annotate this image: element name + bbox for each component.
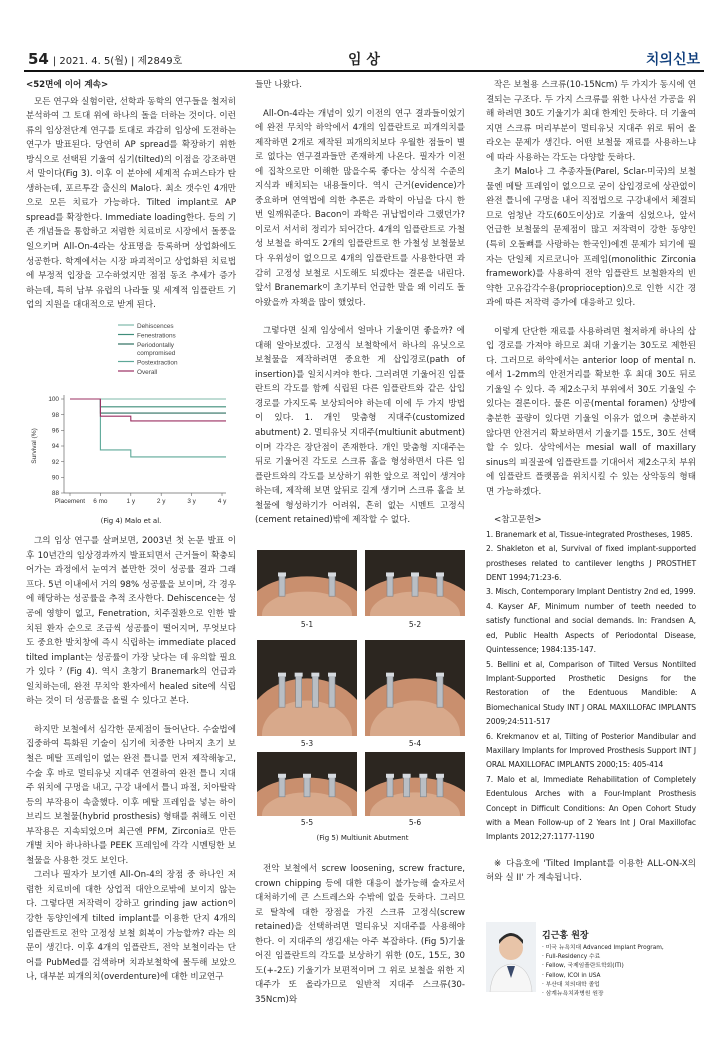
y-tick-label: 92	[51, 458, 59, 466]
column-3	[486, 78, 696, 885]
issue-info: | 2021. 4. 5(월) | 제2849호	[52, 56, 183, 67]
legend-label: compromised	[137, 349, 176, 357]
credential: · Fellow, 국제임플란트학회(ITI)	[542, 962, 664, 971]
paragraph: 초기 Malo나 그 추종자들(Parel, Sclar-미국)의 보철물엔 메탈 프레임이 없으므로 굳이 삽입경로에 상관없이 완전 틀니에 구멍을 내어 직접법으로 구강내에서 체결되므로 엄청난 각도(60도이상)로 기울여 심었으나, 앞서 언급한 보철물의 문제점이 많고 저작력이 강한 동양인(특히 오돌뼈를 사랑하는 한국인)에겐 문제가 되기에 필자는 단일체 지르코니아 프레임(monolithic Zirconia framework)를 사용하여 전악 임플란트 보철환자의 빈약한 고유감각수용(proprioception)으로 인한 시간 경과에 따른 저작력 증가에 대응하고 있다.	[486, 167, 696, 309]
credential: · 부산대 치의대학 졸업	[542, 981, 664, 990]
y-tick-label: 100	[48, 395, 59, 403]
x-tick-label: 6 mo	[93, 497, 108, 505]
section-title: 임 상	[348, 52, 380, 68]
y-tick-label: 96	[51, 427, 59, 435]
x-tick-label: 4 y	[217, 497, 227, 505]
column-2	[255, 78, 465, 528]
paragraph: 그의 임상 연구를 살펴보면, 2003년 첫 논문 발표 이후 10년간의 임상경과까지 발표되면서 근거들이 확충되어가는 과정에서 눈여겨 볼만한 것이 성공률 결과 그래프다. 5년 이내에서 거의 98% 성공률을 보이며, 각 경우에 해당하는 성공률을 추적 조사한다. Dehiscence는 성공에 영향이 없고, Fenetration, 치주질환으로 인한 발치된 환자 순으로 조금씩 성공률이 떨어지며, 무엇보다도 중요한 발치창에 즉시 식립하는 immediate placed tilted implant는 성공률이 가장 낮다는 데 유의할 필요가 있다 ⁷ (Fig 4). 역시 초창기 Branemark의 언급과 일치하는데, 완전 무치악 환자에서 healed site에 식립하는 것이 더 성공률을 올릴 수 있다고 본다.	[26, 536, 236, 707]
photo-5-2	[365, 550, 465, 616]
author-name: 김근홍 원장	[542, 931, 589, 941]
paragraph: 전악 보철에서 screw loosening, screw fracture, crown chipping 등에 대한 대응이 불가능해 술자로서 대처하기에 큰 스트레스와 수밖에 없을 듯하다. 그러므로 탈착에 대한 장점을 가진 스크류 고정식(screw retained)을 선택하려면 멀티유닛 지대주를 사용해야 한다. 이 지대주의 생김새는 아주 복잡하다. (Fig 5)기울어진 임플란트의 각도를 보상하기 위한 (0도, 15도, 30도(+-2도) 기울기가 보편적이며 그 위로 보철을 위한 지대주가 또 올라가므로 일반적 지대주 스크류(30-35Ncm)와	[255, 864, 465, 1005]
credential: · 삼계뉴욕치과병원 원장	[542, 990, 664, 999]
x-tick-label: Placement	[54, 497, 86, 505]
page-header	[24, 48, 704, 72]
legend-label: Fenestrations	[137, 332, 176, 340]
reference-item: 6. Krekmanov et al, Tilting of Posterior Mandibular and Maxillary Implants for Improved Prosthesis Support INT J ORAL MAXILLOFAC IMPLANTS 2000;15: 405-414	[486, 731, 696, 770]
legend-label: Overall	[137, 368, 158, 376]
author-photo	[486, 922, 536, 992]
reference-item: 4. Kayser AF, Minimum number of teeth needed to satisfy functional and social demands. In: Frandsen A, ed, Public Health Aspects of Periodontal Disease, Quintessence; 1984:135-147.	[486, 601, 696, 655]
photo-5-5	[257, 752, 357, 816]
paragraph: All-On-4라는 개념이 있기 이전의 연구 결과들이었기에 완전 무치악 하악에서 4개의 임플란트로 피개의치를 제작하면 2개로 제작된 피개의치보다 우월한 점들이 별로 없다는 연구결과들만 존재하게 나온다. 필자가 이전에 집착으로만 이해한 많을수록 좋다는 상식적 수준의 지식과 배치되는 내용들이다. 역시 근거(evidence)가 중요하며 연역법에 의한 추론은 과학이 아님을 다시 한 번 일깨워준다. Bacon이 과학은 귀납법이라 그랬던가? 이로서 서서히 정리가 되어간다. 4개의 임플란트로 가철성 보철을 하여도 2개의 임플란트로 한 가철성 보철물보다 우위성이 없으므로 4개의 임플란트를 사용한다면 과감히 고정성 보철로 시도해도 되겠다는 결론을 내린다. 앞서 Branemark이 초기부터 언급한 말을 왜 이리도 돌아왔을까 자책을 많이 했었다.	[255, 108, 465, 308]
reference-item: 5. Bellini et al, Comparison of Tilted Versus Nontilted Implant-Supported Prosthetic Designs for the Restoration of the Edentuous Mandible: A Biomechanical Study INT J ORAL MAXILLOFAC IMPLANTS 2009;24:511-517	[486, 659, 696, 727]
newspaper-brand: 치의신보	[645, 52, 700, 68]
photo-5-1	[257, 550, 357, 616]
fig4-caption: (Fig 4) Malo et al.	[100, 516, 162, 525]
survival-chart-svg	[26, 317, 236, 512]
survival-chart	[26, 317, 236, 512]
paragraph: 하지만 보철에서 심각한 문제점이 들어난다. 수술법에 집중하여 특화된 기술이 심기에 치중한 나머지 초기 보철은 메탈 프레임이 없는 완전 틀니를 먼저 제작해놓고, 수술 후 바로 멀티유닛 지대주 연결하여 완전 틀니 지대주 위치에 구멍을 내고, 구강 내에서 틀니 파절, 치아탈락 등의 부작용이 속출했다. 이후 메탈 프레임을 넣는 하이브리드 보철물(hybrid prosthesis) 형태를 취해도 이런 부작용은 지속되었으며 최근엔 PFM, Zirconia로 만든 개별 치아 하나하나를 PEEK 프레임에 각각 시멘팅한 보철물을 사용한 것도 보인다.	[26, 724, 236, 866]
legend-label: Dehiscences	[137, 322, 174, 330]
legend-label: Postextraction	[137, 359, 178, 367]
photo-label: 5-3	[300, 739, 314, 748]
page-number: 54	[28, 50, 49, 68]
paragraph: 작은 보철용 스크류(10-15Ncm) 두 가지가 동시에 연결되는 구조다. 두 가지 스크류를 위한 나사선 가공을 위해 하려면 30도 기울기가 최대 한계인 듯하다. 더 기울여지면 스크류 머리부분이 멀티유닛 지대주 위로 튀어 올라오는 문제가 생긴다. 어떤 보철물 재료를 사용하느냐에 따라 사용하는 각도는 다양할 듯하다.	[486, 80, 696, 163]
photo-label: 5-2	[408, 620, 422, 629]
continued-note: <52면에 이어 계속>	[26, 80, 109, 90]
reference-item: 3. Misch, Contemporary Implant Dentistry 2nd ed, 1999.	[486, 587, 696, 597]
column-1	[26, 78, 236, 985]
series-line-fenestrations	[70, 399, 226, 407]
next-issue-notice: ※ 다음호에 'Tilted Implant를 이용한 ALL-ON-X의 허와 실 II' 가 계속됩니다.	[486, 858, 696, 883]
x-tick-label: 3 y	[187, 497, 196, 505]
paragraph: 이렇게 단단한 재료를 사용하려면 철저하게 하나의 삽입 경로를 가져야 하므로 최대 기울기는 30도로 제한된다. 그러므로 하악에서는 anterior loop of mental n.에서 1-2mm의 안전거리를 확보한 후 최대 30도 뒤로 기울일 수 있다. 즉 제2소구치 부위에서 30도 기울일 수 있다는 결론이다. 물론 이공(mental foramen) 상방에 충분한 골량이 있다면 기울일 이유가 없으며 충분하지 않다면 안전거리 확보하면서 기울기를 15도, 30도 선택할 수 있다. 상악에서는 mesial wall of maxillary sinus의 피질골에 임플란트를 기대어서 제2소구치 부위에 임플란트 플랫폼을 위치시킬 수 있는 상악동의 형태면 가능하겠다.	[486, 326, 696, 497]
y-tick-label: 90	[51, 474, 59, 482]
references-list	[486, 528, 696, 845]
paragraph: 그러나 필자가 보기엔 All-On-4의 장점 중 하나인 저렴한 치료비에 대한 상업적 대안으로밖에 보이지 않는다. 그렇다면 저작력이 강하고 grinding jaw action이 강한 동양인에게 tilted implant를 이용한 단지 4개의 임플란트로 전악 고정성 보철 회복이 가능할까? 라는 의문이 생긴다. 이후 4개의 임플란트, 전악 보철이라는 단어를 PubMed를 검색하며 치과보철학에 몰두해 보았으나, 대부분 피개의치(overdenture)에 대한 비교연구	[26, 870, 236, 983]
photo-5-3	[257, 640, 357, 736]
credential: · 미국 뉴욕치대 Advanced Implant Program,	[542, 944, 664, 953]
photo-label: 5-4	[408, 739, 422, 748]
reference-item: 1. Branemark et al, Tissue-integrated Prostheses, 1985.	[486, 529, 693, 539]
photo-label: 5-5	[300, 818, 314, 827]
reference-item: 7. Malo et al, Immediate Rehabilitation of Completely Edentulous Arches with a Four-Implant Prosthesis Concept in Difficult Conditions: An Open Cohort Study with a Mean Follow-up of 2 Years Int J Oral Maxillofac Implants 2012;27:1177-1190	[486, 774, 696, 842]
photo-label: 5-6	[408, 818, 422, 827]
legend-label: Periodontally	[137, 341, 174, 349]
fig5-photos	[255, 550, 470, 865]
y-axis-label: Survival (%)	[31, 427, 38, 464]
author-box	[486, 922, 696, 1022]
reference-item: 2. Shakleton et al, Survival of fixed implant-supported prostheses related to cantilever lengths J PROSTHET DENT 1994;71:23-6.	[486, 544, 696, 583]
y-tick-label: 88	[51, 489, 59, 497]
author-credentials	[542, 944, 664, 999]
column-2-bottom	[255, 862, 465, 1007]
credential: · Full-Residency 수료	[542, 953, 664, 962]
paragraph: 모든 연구와 실험이란, 선학과 동학의 연구들을 철저히 분석하여 그 토대 위에 하나의 돌을 더하는 것이다. 이런 류의 임상전단계 연구를 토대로 과감히 임상에 도전하는 연구가 발표된다. 당연히 AP spread를 확장하기 위한 방식으로 선택된 기울여 심기(tilted)의 이점을 강조하면서 말이다(Fig 3). 이후 이 분야에 세계적 슈퍼스타가 탄생하는데, 포르투갈 출신의 Malo다. 최소 갯수인 4개만으로 모든 치료가 가능하다. Tilted implant로 AP spread를 확장한다. Immediate loading한다. 등의 기존 개념들을 통합하고 저렴한 치료비로 시장에서 돌풍을 일으키며 All-On-4라는 상표명을 등록하며 상업화에도 성공한다. 학계에서는 시장 파괴적이고 상업화된 치료법에 부정적 입장을 고수하였지만 점점 동조 추세가 증가하는데, 특히 남부 유럽의 나라들 및 세계적 임플란트 기업의 지원을 대대적으로 받게 된다.	[26, 96, 236, 311]
paragraph: 들만 나왔다.	[255, 80, 302, 90]
series-line-periodontally-compromised	[70, 399, 226, 413]
series-line-postextraction	[70, 399, 226, 457]
y-tick-label: 94	[51, 442, 59, 450]
y-tick-label: 98	[51, 411, 59, 419]
references-title: <참고문헌>	[494, 515, 542, 526]
fig5-caption: (Fig 5) Multiunit Abutment	[316, 834, 409, 842]
photo-5-4	[365, 640, 465, 736]
x-tick-label: 2 y	[156, 497, 166, 505]
paragraph: 그렇다면 실제 임상에서 얼마나 기울이면 좋을까? 에 대해 알아보겠다. 고정식 보철학에서 하나의 유닛으로 보철물을 제작하려면 중요한 게 삽입경로(path of insertion)를 일치시켜야 한다. 그러려면 기울어진 임플란트의 각도를 함께 식립된 다른 임플란트와 같은 삽입경로를 가지도록 보상되어야 하는데 이에 두 가지 방법이 있다. 1. 개인 맞춤형 지대주(customized abutment) 2. 멀티유닛 지대주(multiunit abutment) 이며 각각은 장단점이 존재한다. 개인 맞춤형 지대주는 뒤로 기울어진 각도로 스크류 홀을 형성하면서 다른 임플란트와의 각도를 보상하기 위한 앞으로 적입이 생겨야 하는데, 제작해 보면 앞뒤로 길게 생기며 스크류 홀을 보철물에 형성하기가 어려워, 흔히 없는 시멘트 고정식(cement retained)밖에 제작할 수 없다.	[255, 326, 465, 526]
x-tick-label: 1 y	[126, 497, 136, 505]
photo-label: 5-1	[300, 620, 314, 629]
page-info	[28, 50, 182, 68]
credential: · Fellow, ICOI in USA	[542, 972, 664, 981]
series-line-overall	[70, 399, 226, 421]
photo-5-6	[365, 752, 465, 816]
